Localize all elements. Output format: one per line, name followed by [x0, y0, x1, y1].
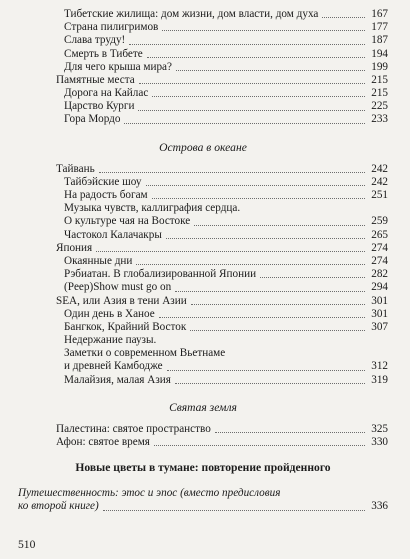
- toc-entry: Палестина: святое пространство 325: [56, 422, 388, 435]
- toc-entry: Для чего крыша мира? 199: [64, 60, 388, 73]
- toc-entry: Один день в Ханое 301: [64, 307, 388, 320]
- toc-entry: ко второй книге) 336: [18, 500, 388, 513]
- toc-entry-line: Путешественность: этос и эпос (вместо предисловия: [18, 487, 281, 500]
- toc-entry: Дорога на Кайлас 215: [64, 87, 388, 100]
- toc-entry: Слава труду! 187: [64, 34, 388, 47]
- section-title-holy-land: Святая земля: [169, 400, 237, 414]
- toc-entry: Малайзия, малая Азия 319: [64, 373, 388, 386]
- toc-entry: Смерть в Тибете 194: [64, 47, 388, 60]
- table-of-contents: [18, 8, 388, 514]
- toc-entry: Страна пилигримов 177: [64, 21, 388, 34]
- toc-entry: Бангкок, Крайний Восток 307: [64, 320, 388, 333]
- toc-entry: (Peep)Show must go on 294: [64, 281, 388, 294]
- toc-entry-line: Заметки о современном Вьетнаме: [64, 347, 226, 360]
- toc-chapter: SEA, или Азия в тени Азии 301: [56, 294, 388, 307]
- toc-entry: Окаянные дни 274: [64, 254, 388, 267]
- part-title: Новые цветы в тумане: повторение пройденного: [75, 461, 331, 475]
- section-title-islands: Острова в океане: [159, 140, 247, 154]
- toc-chapter: Памятные места 215: [56, 73, 388, 86]
- toc-entry: Рэбиатан. В глобализированной Японии 282: [64, 268, 388, 281]
- toc-entry: На радость богам 251: [64, 189, 388, 202]
- toc-entry: Тайбэйские шоу 242: [64, 175, 388, 188]
- toc-entry: Царство Курги 225: [64, 100, 388, 113]
- toc-chapter: Япония 274: [56, 241, 388, 254]
- toc-entry: Частокол Калачакры 265: [64, 228, 388, 241]
- toc-entry: Гора Мордо 233: [64, 113, 388, 126]
- toc-chapter: Тайвань 242: [56, 162, 388, 175]
- toc-entry: Афон: святое время 330: [56, 436, 388, 449]
- toc-entry: и древней Камбодже 312: [64, 360, 388, 373]
- toc-entry: Тибетские жилища: дом жизни, дом власти, дом духа 167: [64, 7, 388, 20]
- toc-entry: О культуре чая на Востоке 259: [64, 215, 388, 228]
- toc-entry-line: Недержание паузы.: [64, 334, 157, 347]
- page-number: 510: [18, 538, 36, 551]
- toc-entry-line: Музыка чувств, каллиграфия сердца.: [64, 202, 241, 215]
